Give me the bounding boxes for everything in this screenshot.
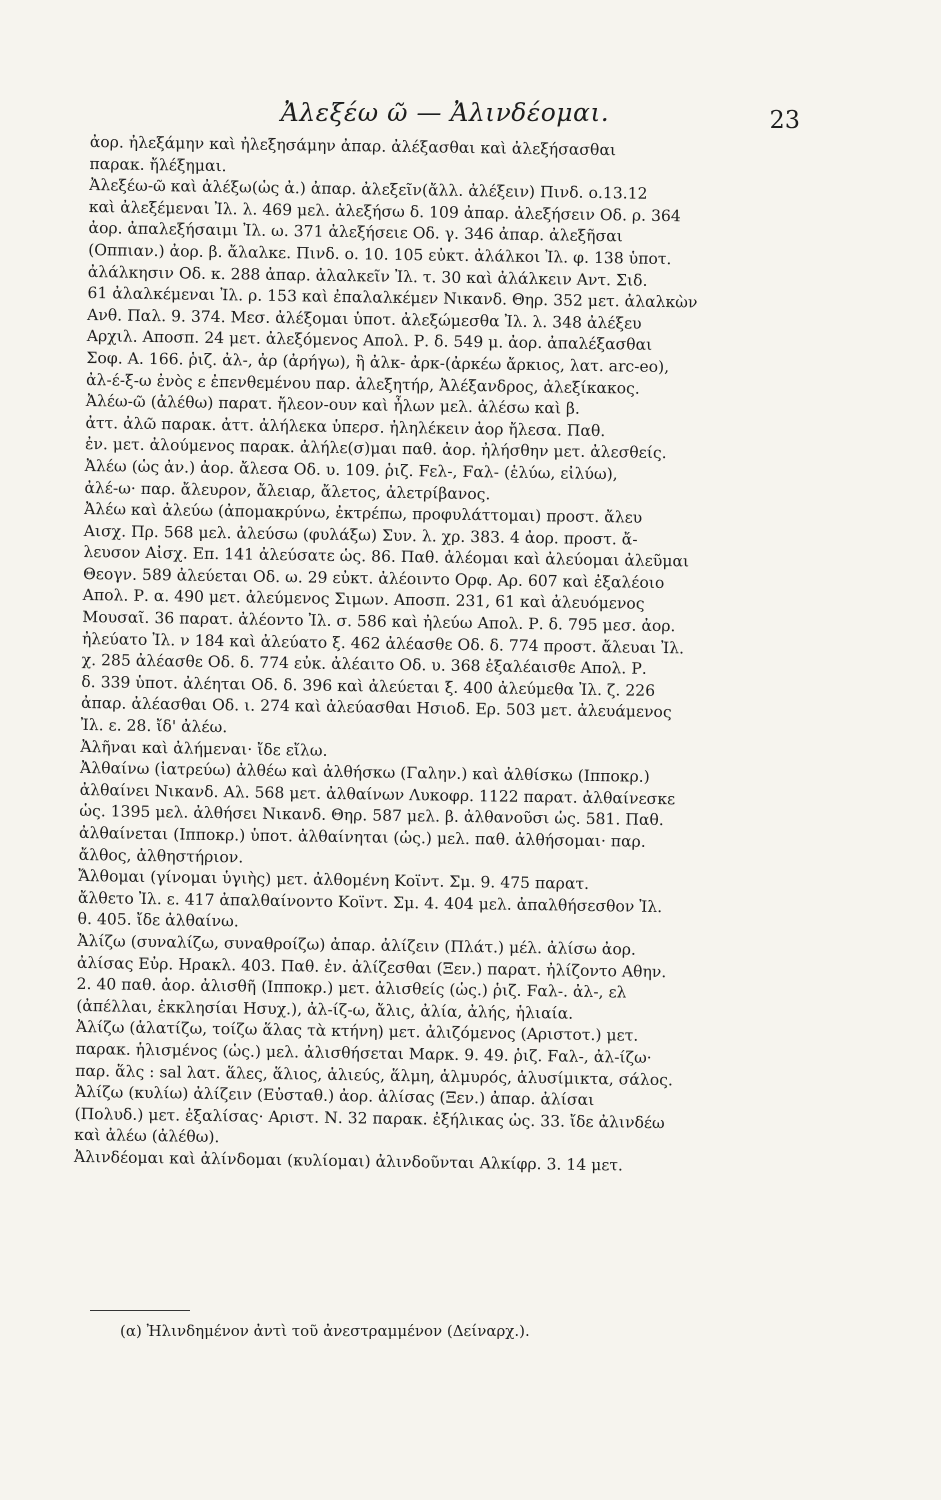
text-line: ἠλεύατο Ἰλ. ν 184 καὶ ἀλεύατο ξ. 462 ἀλέασθε Οδ. δ. 774 προστ. ἄλευαι Ἰλ. [81, 629, 685, 658]
text-line: Ἀλινδέομαι καὶ ἀλίνδομαι (κυλίομαι) ἀλινδοῦνται Αλκίφρ. 3. 14 μετ. [73, 1147, 624, 1175]
text-line: Ἀλεξέω-ῶ καὶ ἀλέξω(ὡς ἀ.) ἀπαρ. ἀλεξεῖν(ἄλλ. ἀλέξειν) Πινδ. ο.13.12 [89, 176, 648, 203]
text-line: Ἀλέω (ὡς ἀν.) ἀορ. ἄλεσα Οδ. υ. 109. ῥιζ. Fελ-, Fαλ- (ἑλύω, εἰλύω), [84, 456, 618, 484]
page-header [90, 98, 800, 134]
text-line: ἀλθαίνει Νικανδ. Αλ. 568 μετ. ἀλθαίνων Λυκοφρ. 1122 παρατ. ἀλθαίνεσκε [79, 780, 676, 809]
text-line: (ἀπέλλαι, ἐκκλησίαι Ησυχ.), ἀλ-ίζ-ω, ἄλις, ἀλία, ἀλής, ἡλιαία. [76, 996, 574, 1023]
text-line: παρακ. ἤλέξημαι. [89, 154, 227, 175]
text-line: Θεογν. 589 ἀλεύεται Οδ. ω. 29 εὐκτ. ἀλέοιντο Ορφ. Αρ. 607 καὶ ἐξαλέοιο [82, 564, 665, 592]
entry-text [74, 132, 790, 1179]
text-line: Ἀλίζω (κυλίω) ἀλίζειν (Εὐσταθ.) ἀορ. ἀλίσας (Ξεν.) ἀπαρ. ἀλίσαι [74, 1083, 595, 1110]
text-line: ἀλθαίνεται (Ιπποκρ.) ὑποτ. ἀλθαίνηται (ὡς.) μελ. παθ. ἀλθήσομαι· παρ. [78, 823, 646, 851]
text-line: θ. 405. ἴδε ἀλθαίνω. [77, 910, 239, 931]
text-line: 2. 40 παθ. ἀορ. ἀλισθῆ (Ιπποκρ.) μετ. ἀλισθείς (ὡς.) ῥιζ. Fαλ-. ἀλ-, ελ [76, 975, 627, 1002]
text-line: Ἀλίζω (ἁλατίζω, τοίζω ἅλας τὰ κτήνη) μετ. ἀλιζόμενος (Αριστοτ.) μετ. [75, 1018, 639, 1046]
text-line: ἀλάλκησιν Οδ. κ. 288 ἀπαρ. ἀλαλκεῖν Ἰλ. τ. 30 καὶ ἀλάλκειν Αντ. Σιδ. [87, 262, 648, 290]
text-line: ἄλθετο Ἰλ. ε. 417 ἀπαλθαίνοντο Κοϊντ. Σμ. 4. 404 μελ. ἀπαλθήσεσθον Ἰλ. [77, 888, 663, 916]
text-line: καὶ ἀλέω (ἀλέθω). [74, 1126, 220, 1147]
text-line: παρ. ἅλς : sal λατ. ἅλες, ἅλιος, ἁλιεύς, ἅλμη, ἁλμυρός, ἁλυσίμικτα, σάλος. [75, 1061, 674, 1089]
text-line: Σοφ. Α. 166. ῥιζ. ἀλ-, ἀρ (ἀρήγω), ἢ ἀλκ- ἀρκ-(ἀρκέω ἄρκιος, λατ. arc-eo), [86, 348, 670, 377]
text-line: ἄλθος, ἀλθηστήριον. [78, 845, 244, 867]
text-line: Ἀλῆναι καὶ ἀλήμεναι· ἴδε εἴλω. [80, 737, 328, 760]
text-line: δ. 339 ὑποτ. ἀλέηται Οδ. δ. 396 καὶ ἀλεύεται ξ. 400 ἀλεύμεθα Ἰλ. ζ. 226 [81, 672, 656, 700]
text-line: Ἀλίζω (συναλίζω, συναθροίζω) ἀπαρ. ἀλίζειν (Πλάτ.) μέλ. ἀλίσω ἀορ. [77, 931, 637, 959]
text-line: Ανθ. Παλ. 9. 374. Μεσ. ἀλέξομαι ὑποτ. ἀλεξώμεσθα Ἰλ. λ. 348 ἀλέξευ [86, 305, 642, 333]
text-line: ἀλ-έ-ξ-ω ἐνὸς ε ἐπενθεμένου παρ. ἀλεξητήρ, Ἀλέξανδρος, ἀλεξίκακος. [85, 370, 640, 398]
text-line: λευσον Αἰσχ. Επ. 141 ἀλεύσατε ὡς. 86. Παθ. ἀλέομαι καὶ ἀλεύομαι ἀλεῦμαι [83, 543, 690, 571]
text-line: Ἰλ. ε. 28. ἴδ' ἀλέω. [80, 715, 228, 737]
text-line: ἀλίσας Εὐρ. Ηρακλ. 403. Παθ. ἐν. ἀλίζεσθαι (Ξεν.) παρατ. ἠλίζοντο Αθην. [76, 953, 667, 981]
text-line: καὶ ἀλεξέμεναι Ἰλ. λ. 469 μελ. ἀλεξήσω δ. 109 ἀπαρ. ἀλεξήσειν Οδ. ρ. 364 [88, 197, 681, 226]
text-line: (Πολυδ.) μετ. ἐξαλίσας· Αριστ. Ν. 32 παρακ. ἐξήλικας ὡς. 33. ἴδε ἀλινδέω [74, 1104, 665, 1132]
text-line: ἐν. μετ. ἀλούμενος παρακ. ἀλήλε(σ)μαι παθ. ἀορ. ἠλήσθην μετ. ἀλεσθείς. [84, 435, 667, 463]
footnote-divider [90, 1310, 190, 1311]
page-number: 23 [769, 106, 800, 134]
text-line: Ἀλθαίνω (ἰατρεύω) ἀλθέω καὶ ἀλθήσκω (Γαλην.) καὶ ἀλθίσκω (Ιπποκρ.) [79, 759, 650, 787]
text-line: χ. 285 ἀλέασθε Οδ. δ. 774 εὐκ. ἀλέαιτο Οδ. υ. 368 ἐξαλέαισθε Απολ. Ρ. [81, 651, 647, 679]
text-line: ἀπαρ. ἀλέασθαι Οδ. ι. 274 καὶ ἀλεύασθαι Ησιοδ. Ερ. 503 μετ. ἀλευάμενος [80, 694, 672, 722]
text-line: Αισχ. Πρ. 568 μελ. ἀλεύσω (φυλάξω) Συν. λ. χρ. 383. 4 ἀορ. προστ. ἄ- [83, 521, 638, 549]
text-line: Ἀλέω καὶ ἀλεύω (ἀπομακρύνω, ἐκτρέπω, προφυλάττομαι) προστ. ἄλευ [83, 500, 643, 527]
text-line: ἀορ. ἀπαλεξήσαιμι Ἰλ. ω. 371 ἀλεξήσειε Οδ. γ. 346 ἀπαρ. ἀλεξῆσαι [88, 219, 623, 246]
text-line: Μουσαῖ. 36 παρατ. ἀλέοντο Ἰλ. σ. 586 καὶ ἠλεύω Απολ. Ρ. δ. 795 μεσ. ἀορ. [82, 608, 676, 636]
text-line: 61 ἀλαλκέμεναι Ἰλ. ρ. 153 καὶ ἐπαλαλκέμεν Νικανδ. Θηρ. 352 μετ. ἀλαλκὼν [87, 284, 698, 312]
text-line: Αρχιλ. Αποσπ. 24 μετ. ἀλεξόμενος Απολ. Ρ. δ. 549 μ. ἀορ. ἀπαλέξασθαι [86, 327, 653, 355]
footnote: (α) Ἠλινδημένον ἀντὶ τοῦ ἀνεστραμμένον (Δείναρχ.). [120, 1322, 530, 1340]
text-line: παρακ. ἡλισμένος (ὡς.) μελ. ἀλισθήσεται Μαρκ. 9. 49. ῥιζ. Fαλ-, ἀλ-ίζω· [75, 1039, 652, 1067]
text-line: Ἄλθομαι (γίνομαι ὑγιὴς) μετ. ἀλθομένη Κοϊντ. Σμ. 9. 475 παρατ. [78, 867, 590, 894]
text-line: ἀλέ-ω· παρ. ἄλευρον, ἄλειαρ, ἄλετος, ἀλετρίβανος. [84, 478, 491, 503]
text-line: ἀορ. ἠλεξάμην καὶ ἠλεξησάμην ἀπαρ. ἀλέξασθαι καὶ ἀλεξήσασθαι [89, 132, 617, 160]
text-line: Ἀλέω-ῶ (ἀλέθω) παρατ. ἤλεον-ουν καὶ ἦλων μελ. ἀλέσω καὶ β. [85, 392, 581, 418]
running-title: Ἀλεξέω ῶ — Ἀλινδέομαι. [280, 98, 610, 127]
text-line: Απολ. Ρ. α. 490 μετ. ἀλεύμενος Σιμων. Αποσπ. 231, 61 καὶ ἀλευόμενος [82, 586, 645, 614]
text-line: ἀττ. ἀλῶ παρακ. ἀττ. ἀλήλεκα ὑπερσ. ἠληλέκειν ἀορ ἤλεσα. Παθ. [85, 413, 606, 440]
text-line: (Οππιαν.) ἀορ. β. ἄλαλκε. Πινδ. ο. 10. 105 εὐκτ. ἀλάλκοι Ἰλ. φ. 138 ὑποτ. [88, 240, 672, 269]
text-line: ὡς. 1395 μελ. ἀλθήσει Νικανδ. Θηρ. 587 μελ. β. ἀλθανοῦσι ὡς. 581. Παθ. [79, 802, 664, 830]
